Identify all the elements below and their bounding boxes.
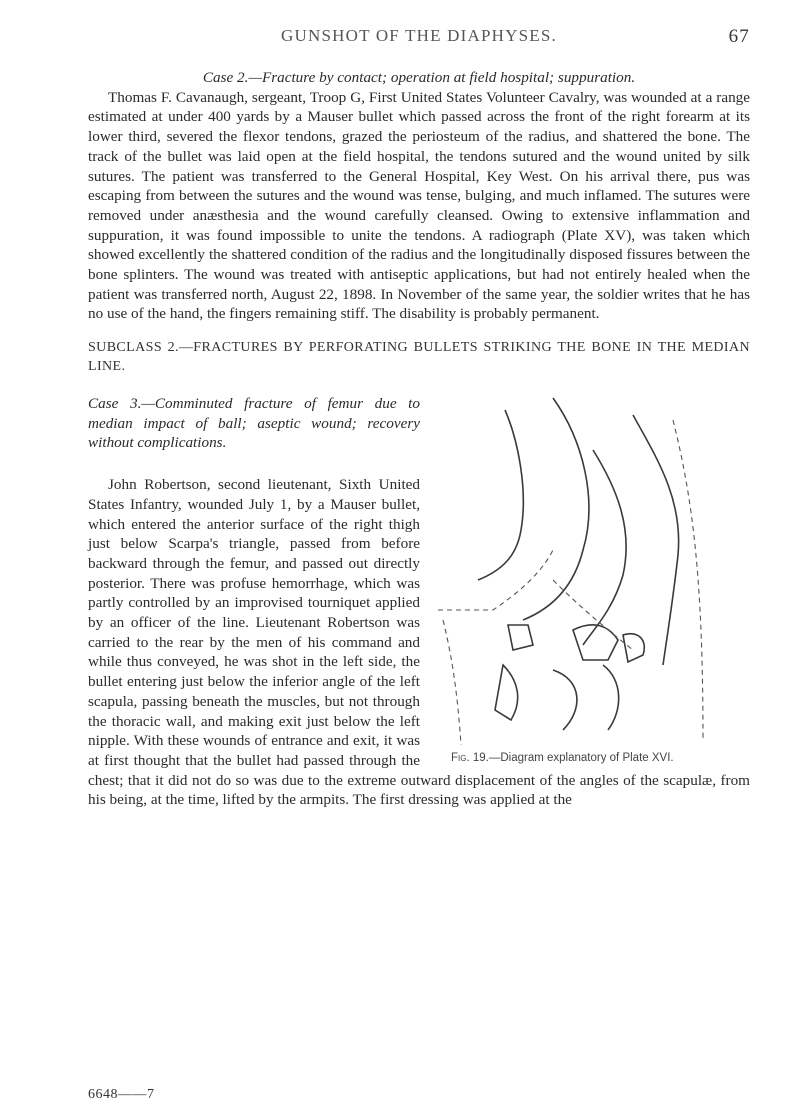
figure-spacer — [420, 324, 750, 760]
case3-section — [88, 324, 750, 810]
case3-paragraph: John Robertson, second lieutenant, Sixth United States Infantry, wounded July 1, by a Mauser bullet, which entered the anterior surface of the right thigh just below Scarpa's triangle, passed from before backward through the femur, and passed out directly posterior. There was profuse hemorrhage, which was partly controlled by an improvised tourniquet applied by an officer of the line. Lieutenant Robertson was carried to the rear by the men of his command and while thus conveyed, he was shot in the left side, the bullet entering just below the inferior angle of the left scapula, passing beneath the muscles, but not through the thoracic wall, and making exit just below the left nipple. With these wounds of entrance and exit, it was at first thought that the bullet had passed through the chest; that it did not do so was due to the extreme outward displacement of the angles of the scapulæ, from his being, at the time, lifted by the armpits. The first dressing was applied at the — [88, 476, 750, 809]
running-header — [88, 26, 750, 52]
figure-caption-text: —Diagram explanatory of Plate XVI. — [488, 752, 674, 764]
running-title: GUNSHOT OF THE DIAPHYSES. — [281, 26, 557, 45]
case2-paragraph — [88, 88, 750, 324]
page-number: 67 — [728, 26, 750, 47]
printer-signature: 6648——7 — [88, 1087, 155, 1102]
subclass2-heading: SUBCLASS 2.—FRACTURES BY PERFORATING BULLETS STRIKING THE BONE IN THE MEDIAN LINE. — [88, 340, 750, 374]
figure-caption-prefix: Fig. 19. — [451, 752, 489, 764]
case2-text: Thomas F. Cavanaugh, sergeant, Troop G, First United States Volunteer Cavalry, was wounded at a range estimated at under 400 yards by a Mauser bullet which passed across the front of the right forearm at its lower third, severed the flexor tendons, grazed the periosteum of the radius, and shattered the bone. The track of the bullet was laid open at the field hospital, the tendons sutured and the wound united by silk sutures. The patient was transferred to the General Hospital, Key West. On his arrival there, pus was escaping from between the sutures and the wound was tense, bulging, and much inflamed. The sutures were removed under anæsthesia and the wound carefully cleansed. Owing to extensive inflammation and suppuration, it was found impossible to unite the tendons. A radiograph (Plate XV), was taken which showed excellently the shattered condition of the radius and the longitudinally disposed fissures between the bone splinters. The wound was treated with antiseptic applications, but had not entirely healed when the patient was transferred north, August 22, 1898. In November of the same year, the soldier writes that he has no use of the hand, the fingers remaining stiff. The disability is probably permanent. — [88, 88, 750, 323]
page — [88, 0, 750, 1111]
case2-section — [88, 68, 750, 324]
case2-heading: Case 2.—Fracture by contact; operation at field hospital; suppuration. — [202, 69, 636, 86]
case3-heading: Case 3.—Comminuted fracture of femur due to median impact of ball; aseptic wound; recovery without complications. — [88, 395, 420, 452]
